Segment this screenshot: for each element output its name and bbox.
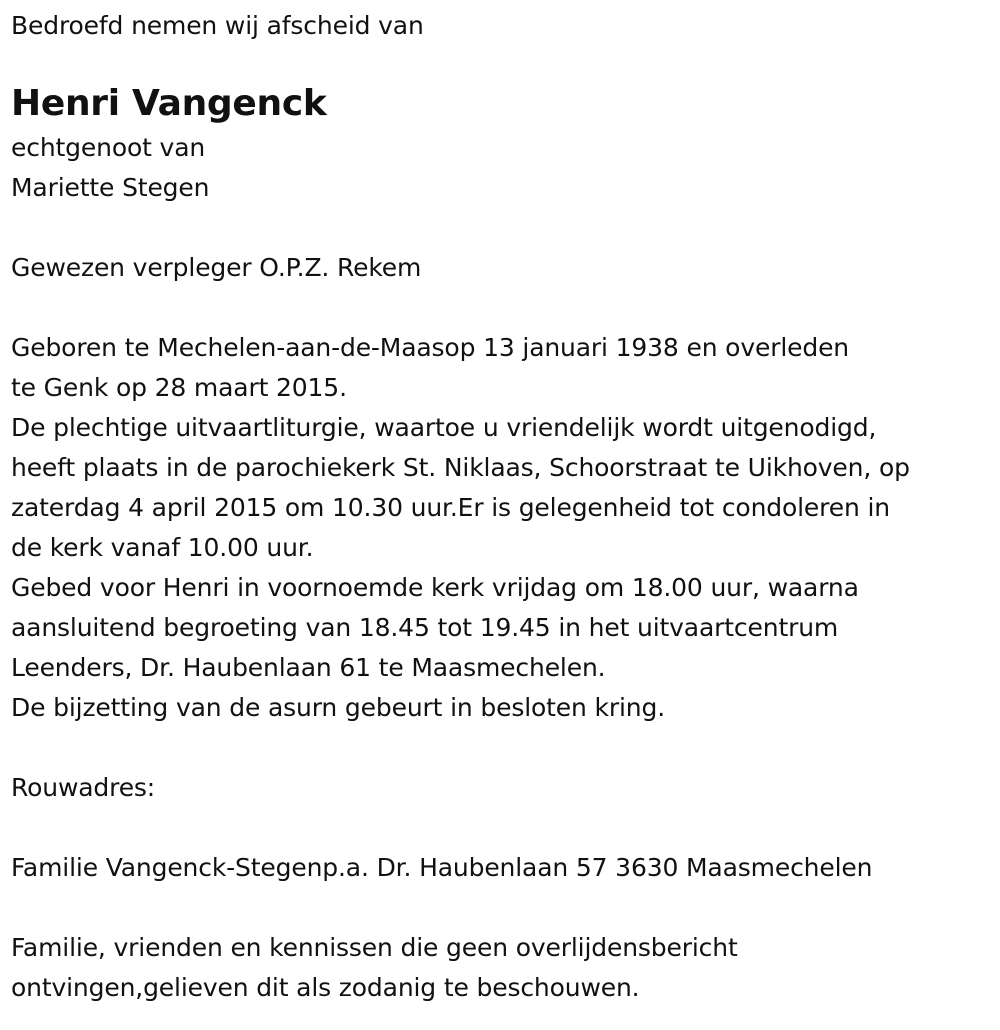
details-line: heeft plaats in de parochiekerk St. Niklaas, Schoorstraat te Uikhoven, op [11,453,910,482]
spouse-line: echtgenoot van [11,133,206,162]
intro-text: Bedroefd nemen wij afscheid van [11,11,424,40]
spacer [11,808,991,848]
spacer [11,208,991,248]
mourning-address: Familie Vangenck-Stegenp.a. Dr. Haubenlaan 57 3630 Maasmechelen [11,853,873,882]
details-line: Leenders, Dr. Haubenlaan 61 te Maasmechelen. [11,653,606,682]
details-line: zaterdag 4 april 2015 om 10.30 uur.Er is gelegenheid tot condoleren in [11,493,890,522]
deceased-name: Henri Vangenck [11,83,327,124]
closing-section [11,928,991,1008]
details-line: Gebed voor Henri in voornoemde kerk vrijdag om 18.00 uur, waarna [11,573,859,602]
occupation-text: Gewezen verpleger O.P.Z. Rekem [11,253,422,282]
closing-line: Familie, vrienden en kennissen die geen overlijdensbericht [11,933,738,962]
details-line: te Genk op 28 maart 2015. [11,373,347,402]
spacer [11,728,991,768]
address-label: Rouwadres: [11,773,156,802]
details-line: de kerk vanaf 10.00 uur. [11,533,314,562]
spouse-section [11,128,991,208]
details-line: Geboren te Mechelen-aan-de-Maasop 13 januari 1938 en overleden [11,333,850,362]
details-section [11,328,991,728]
closing-line: ontvingen,gelieven dit als zodanig te beschouwen. [11,973,640,1002]
details-line: De bijzetting van de asurn gebeurt in besloten kring. [11,693,665,722]
spacer [11,888,991,928]
spacer [11,288,991,328]
details-line: De plechtige uitvaartliturgie, waartoe u vriendelijk wordt uitgenodigd, [11,413,877,442]
spouse-name: Mariette Stegen [11,173,210,202]
spacer [11,46,991,80]
obituary-notice [11,6,991,1008]
details-line: aansluitend begroeting van 18.45 tot 19.45 in het uitvaartcentrum [11,613,839,642]
